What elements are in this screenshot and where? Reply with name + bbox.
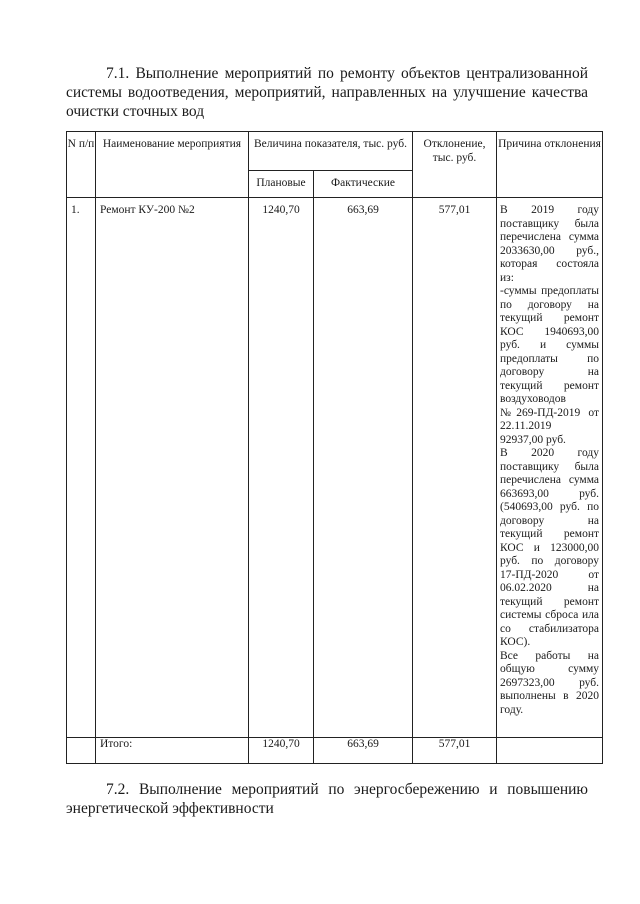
row-deviation: 577,01	[413, 198, 497, 738]
header-deviation: Отклонение, тыс. руб.	[413, 132, 497, 198]
total-actual: 663,69	[314, 738, 413, 764]
table-row	[67, 198, 603, 738]
reason-paragraph: -суммы предоплаты по договору на текущий ремонт КОС 1940693,00 руб. и суммы предоплаты по договору на текущий ремонт воздуховодов №269-ПД-2019 от 22.11.2019	[500, 285, 599, 432]
total-num-empty	[67, 738, 96, 764]
header-actual: Фактические	[314, 171, 413, 198]
reason-paragraph: В 2020 году поставщику была перечислена сумма 663693,00 руб. (540693,00 руб. по договору на текущий ремонт КОС и 123000,00 руб. по договору 17-ПД-2020 от 06.02.2020 на текущий ремонт системы сброса ила со стабилизатора КОС).	[500, 447, 599, 648]
reason-paragraph: Все работы на общую сумму 2697323,00 руб. выполнены в 2020 году.	[500, 649, 599, 716]
section-title-7-1: 7.1. Выполнение мероприятий по ремонту объектов централизованной системы водоотведения, мероприятий, направленных на улучшение качества очистки сточных вод	[66, 65, 588, 120]
row-num: 1.	[67, 198, 96, 738]
row-planned: 1240,70	[249, 198, 314, 738]
reason-paragraph: В 2019 году поставщику была перечислена сумма 2033630,00 руб., которая состояла из:	[500, 204, 599, 284]
total-reason-empty	[497, 738, 603, 764]
row-name: Ремонт КУ-200 №2	[96, 198, 249, 738]
repair-table	[66, 131, 603, 764]
header-name: Наименование мероприятия	[96, 132, 249, 198]
total-deviation: 577,01	[413, 738, 497, 764]
total-label: Итого:	[96, 738, 249, 764]
header-num: N п/п	[67, 132, 96, 198]
total-planned: 1240,70	[249, 738, 314, 764]
header-reason: Причина отклонения	[497, 132, 603, 198]
total-row	[67, 738, 603, 764]
reason-paragraph: 92937,00 руб.	[500, 433, 566, 446]
header-planned: Плановые	[249, 171, 314, 198]
row-actual: 663,69	[314, 198, 413, 738]
header-value: Величина показателя, тыс. руб.	[249, 132, 413, 171]
row-reason	[497, 198, 603, 738]
section-title-7-2: 7.2. Выполнение мероприятий по энергосбережению и повышению энергетической эффективности	[66, 781, 588, 817]
